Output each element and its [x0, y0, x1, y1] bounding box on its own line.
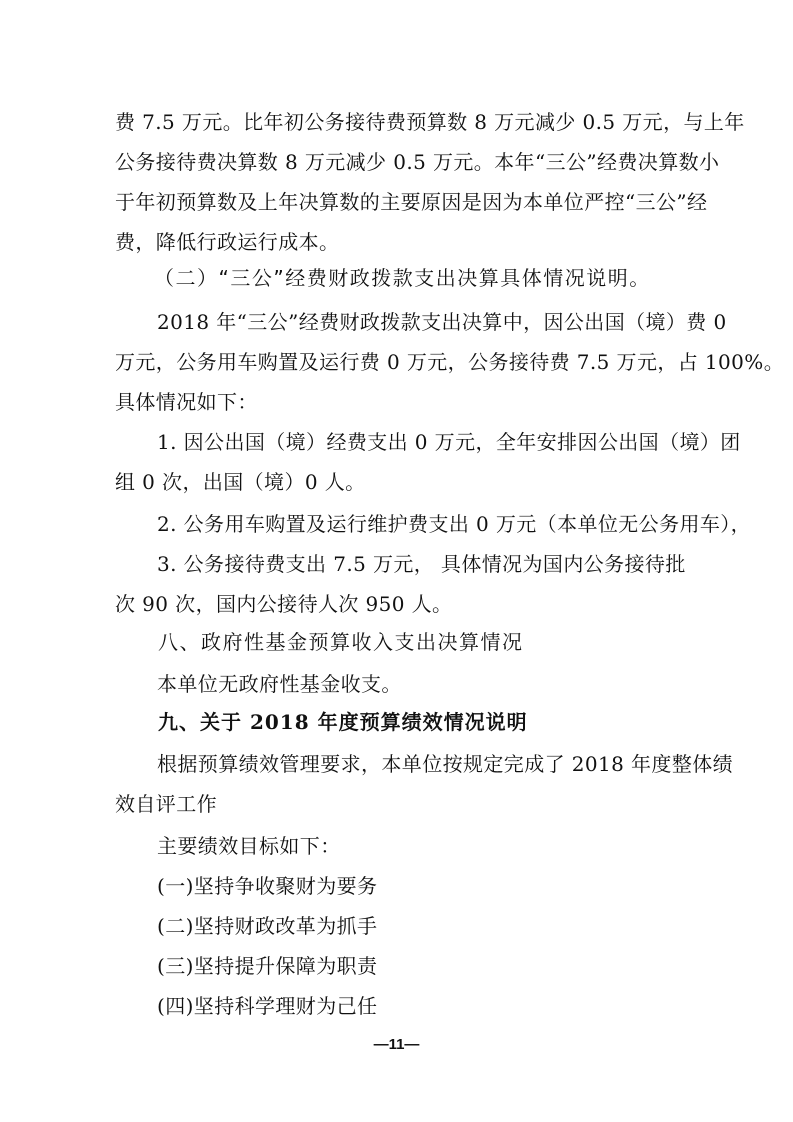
paragraph-line: 2018 年“三公”经费财政拨款支出决算中，因公出国（境）费 0	[157, 310, 727, 334]
paragraph-line: 万元，公务用车购置及运行费 0 万元，公务接待费 7.5 万元，占 100%。	[115, 350, 785, 374]
goal-item: (二)坚持财政改革为抓手	[157, 914, 378, 938]
section-heading-9: 九、关于 2018 年度预算绩效情况说明	[158, 710, 528, 734]
list-item: 次 90 次，国内公接待人次 950 人。	[115, 592, 453, 616]
list-item: 2. 公务用车购置及运行维护费支出 0 万元（本单位无公务用车），	[157, 512, 752, 536]
paragraph-line: 具体情况如下：	[115, 390, 258, 414]
page-number: —11—	[373, 1036, 420, 1053]
goals-intro: 主要绩效目标如下：	[157, 834, 341, 858]
paragraph-line: 公务接待费决算数 8 万元减少 0.5 万元。本年“三公”经费决算数小	[115, 150, 720, 174]
paragraph-line: 效自评工作	[115, 792, 217, 816]
list-item: 1. 因公出国（境）经费支出 0 万元，全年安排因公出国（境）团	[157, 430, 741, 454]
section-heading-2: （二）“三公”经费财政拨款支出决算具体情况说明。	[154, 266, 651, 290]
paragraph-line: 费 7.5 万元。比年初公务接待费预算数 8 万元减少 0.5 万元，与上年	[115, 110, 745, 134]
paragraph-line: 于年初预算数及上年决算数的主要原因是因为本单位严控“三公”经	[115, 190, 708, 214]
section-heading-8: 八、政府性基金预算收入支出决算情况	[158, 630, 524, 654]
paragraph-line: 本单位无政府性基金收支。	[157, 672, 402, 696]
paragraph-line: 费，降低行政运行成本。	[115, 230, 340, 254]
goal-item: (一)坚持争收聚财为要务	[157, 874, 378, 898]
goal-item: (三)坚持提升保障为职责	[157, 954, 378, 978]
goal-item: (四)坚持科学理财为己任	[157, 994, 378, 1018]
paragraph-line: 根据预算绩效管理要求，本单位按规定完成了 2018 年度整体绩	[157, 752, 734, 776]
list-item: 组 0 次，出国（境）0 人。	[115, 470, 366, 494]
list-item: 3. 公务接待费支出 7.5 万元， 具体情况为国内公务接待批	[157, 552, 686, 576]
